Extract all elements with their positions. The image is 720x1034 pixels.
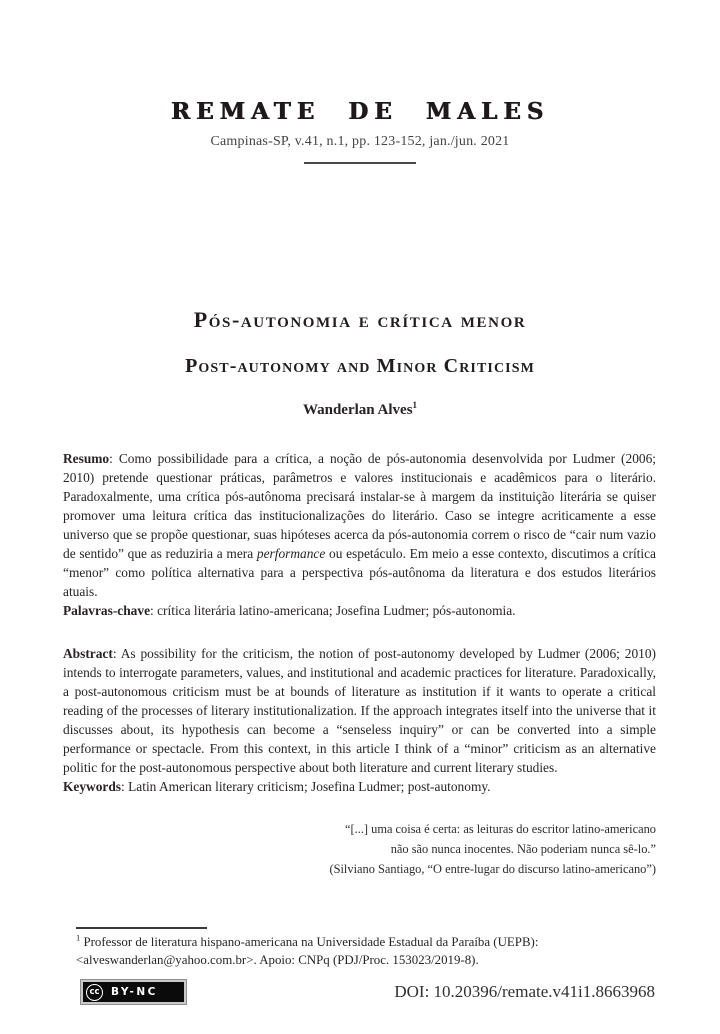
cc-badge-inner bbox=[83, 982, 184, 1002]
abstract-block bbox=[63, 644, 656, 796]
palavras-chave-label: Palavras-chave bbox=[63, 603, 151, 618]
resumo-block bbox=[63, 449, 656, 620]
keywords-text: : Latin American literary criticism; Josefina Ludmer; post-autonomy. bbox=[121, 779, 491, 794]
epigraph-attribution: (Silviano Santiago, “O entre-lugar do discurso latino-americano”) bbox=[329, 862, 656, 876]
abstracts-section bbox=[63, 449, 656, 879]
author-name bbox=[64, 401, 656, 420]
doi-text: DOI: 10.20396/remate.v41i1.8663968 bbox=[394, 982, 655, 1001]
keywords-line bbox=[63, 777, 656, 796]
abstract-label: Abstract bbox=[63, 646, 113, 661]
journal-citation: Campinas-SP, v.41, n.1, pp. 123-152, jan./jun. 2021 bbox=[210, 134, 510, 149]
cc-license-label: BY-NC bbox=[111, 986, 158, 998]
journal-masthead bbox=[0, 99, 720, 164]
page-footer bbox=[80, 979, 655, 1005]
footnote-body: Professor de literatura hispano-americana na Universidade Estadual da Paraíba (UEPB): <alveswanderlan@yahoo.com.br>. Apoio: CNPq (PDJ/Proc. 153023/2019-8). bbox=[76, 935, 539, 967]
resumo-paragraph bbox=[63, 449, 656, 601]
keywords-label: Keywords bbox=[63, 779, 122, 794]
masthead-divider bbox=[304, 162, 416, 164]
article-title-portuguese: Pós-autonomia e crítica menor bbox=[193, 307, 527, 332]
abstract-body: : As possibility for the criticism, the notion of post-autonomy developed by Ludmer (2006; 2010) intends to interrogate parameters, values, and institutional and academic practices for literature. Paradoxically, a post-autonomous criticism must be at bounds of literature as institution if it wants to operate a critical reading of the processes of literary institutionalization. If the approach integrates itself into the universe that it discusses about, its hypothesis can become a “senseless inquiry” or can be converted into a simple performance or spectacle. From this context, in this article I think of a “minor” criticism as an alternative politic for the post-autonomous perspective about both literature and current literary studies. bbox=[63, 646, 656, 775]
resumo-label: Resumo bbox=[63, 451, 110, 466]
footnote-area bbox=[76, 927, 656, 969]
resumo-italic-term: performance bbox=[256, 546, 326, 561]
journal-logo: REMATE DE MALES bbox=[170, 98, 550, 125]
article-title-english: Post-autonomy and Minor Criticism bbox=[185, 355, 535, 377]
abstract-paragraph bbox=[63, 644, 656, 777]
footnote-marker: 1 bbox=[76, 932, 81, 943]
palavras-chave-text: : crítica literária latino-americana; Josefina Ludmer; pós-autonomia. bbox=[150, 603, 516, 618]
author-footnote-marker: 1 bbox=[412, 400, 418, 410]
cc-logo-icon: cc bbox=[86, 984, 103, 1001]
resumo-body-post: ou espetáculo. Em meio a esse contexto, discutimos a crítica “menor” como política alternativa para a perspectiva pós-autônoma da literatura e dos estudos literários atuais. bbox=[63, 546, 656, 599]
palavras-chave-line bbox=[63, 601, 656, 620]
title-block bbox=[64, 306, 656, 420]
footnote bbox=[76, 934, 656, 969]
cc-license-badge[interactable] bbox=[80, 979, 187, 1005]
epigraph bbox=[63, 819, 656, 879]
epigraph-line-1: “[...] uma coisa é certa: as leituras do escritor latino-americano bbox=[344, 822, 656, 836]
resumo-body-pre: : Como possibilidade para a crítica, a noção de pós-autonomia desenvolvida por Ludmer (2006; 2010) pretende questionar práticas, parâmetros e valores institucionais e acadêmicos para o literário. Paradoxalmente, uma crítica pós-autônoma precisará instalar-se à margem da instituição literária se quiser promover uma leitura crítica das institucionalizações do literário. Caso se integre acriticamente a esse universo que se propõe questionar, suas hipóteses acerca da pós-autonomia correm o risco de “cair num vazio de sentido” que as reduziria a mera bbox=[63, 451, 656, 561]
author-name-text: Wanderlan Alves bbox=[302, 402, 413, 418]
epigraph-line-2: não são nunca inocentes. Não poderiam nunca sê-lo.” bbox=[390, 842, 656, 856]
footnote-divider bbox=[76, 927, 207, 929]
